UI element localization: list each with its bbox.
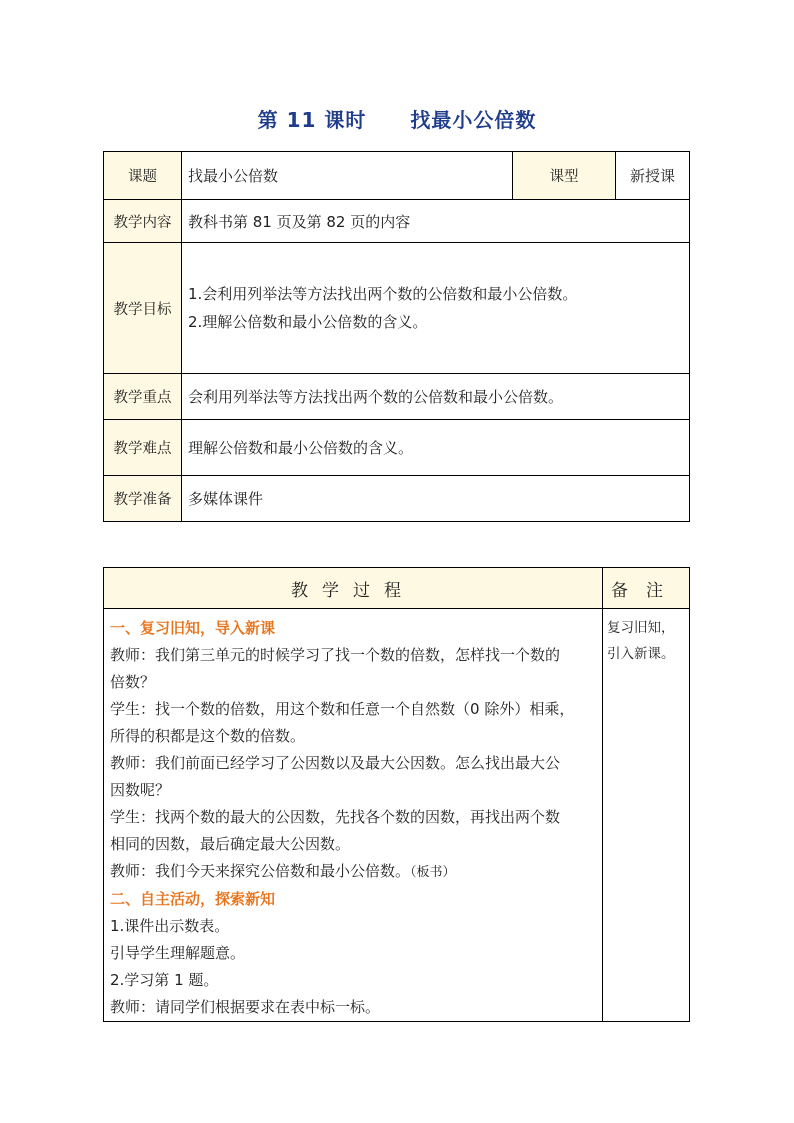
key-row — [104, 374, 690, 420]
topic-value: 找最小公倍数 — [182, 152, 513, 200]
goal-value — [182, 243, 690, 374]
difficulty-value: 理解公倍数和最小公倍数的含义。 — [182, 420, 690, 476]
key-value: 会利用列举法等方法找出两个数的公倍数和最小公倍数。 — [182, 374, 690, 420]
process-line: 引导学生理解题意。 — [110, 944, 246, 962]
lesson-topic: 找最小公倍数 — [410, 108, 537, 132]
process-line: 教师：我们第三单元的时候学习了找一个数的倍数，怎样找一个数的 — [110, 646, 561, 664]
process-line: 2.学习第 1 题。 — [110, 971, 219, 989]
page-title — [0, 104, 794, 133]
process-line: 学生：找两个数的最大的公因数，先找各个数的因数，再找出两个数 — [110, 808, 561, 826]
process-line-text: 教师：我们今天来探究公倍数和最小公倍数。 — [110, 862, 411, 880]
note-line: 复习旧知， — [607, 620, 675, 636]
process-line: 学生：找一个数的倍数，用这个数和任意一个自然数（0 除外）相乘， — [110, 700, 575, 718]
topic-row — [104, 152, 690, 200]
process-content — [104, 609, 603, 1022]
process-line: 相同的因数，最后确定最大公因数。 — [110, 835, 351, 853]
lesson-info-table — [103, 151, 690, 522]
process-body-row — [104, 609, 690, 1022]
teaching-process-table — [103, 567, 690, 1022]
type-value: 新授课 — [616, 152, 690, 200]
prep-label: 教学准备 — [104, 476, 182, 522]
goal-line: 1.会利用列举法等方法找出两个数的公倍数和最小公倍数。 — [188, 285, 578, 303]
process-line — [110, 858, 596, 886]
goal-row — [104, 243, 690, 374]
content-label: 教学内容 — [104, 200, 182, 243]
process-line: 所得的积都是这个数的倍数。 — [110, 727, 306, 745]
content-value: 教科书第 81 页及第 82 页的内容 — [182, 200, 690, 243]
process-header-row — [104, 568, 690, 609]
process-line: 1.课件出示数表。 — [110, 917, 230, 935]
note-line: 引入新课。 — [607, 646, 675, 662]
section-heading: 二、自主活动，探索新知 — [110, 890, 276, 908]
process-line: 教师：我们前面已经学习了公因数以及最大公因数。怎么找出最大公 — [110, 754, 561, 772]
content-row — [104, 200, 690, 243]
prep-value: 多媒体课件 — [182, 476, 690, 522]
process-header: 教学过程 — [104, 568, 603, 609]
prep-row — [104, 476, 690, 522]
section-heading: 一、复习旧知，导入新课 — [110, 619, 276, 637]
process-line: 倍数？ — [110, 673, 156, 691]
type-label: 课型 — [513, 152, 616, 200]
board-note: （板书） — [410, 865, 456, 880]
key-label: 教学重点 — [104, 374, 182, 420]
difficulty-row — [104, 420, 690, 476]
topic-label: 课题 — [104, 152, 182, 200]
goal-line: 2.理解公倍数和最小公倍数的含义。 — [188, 313, 428, 331]
lesson-number: 第 11 课时 — [257, 108, 367, 132]
process-line: 因数呢？ — [110, 781, 171, 799]
goal-label: 教学目标 — [104, 243, 182, 374]
note-header: 备注 — [603, 568, 690, 609]
process-notes — [603, 609, 690, 1022]
difficulty-label: 教学难点 — [104, 420, 182, 476]
process-line: 教师：请同学们根据要求在表中标一标。 — [110, 998, 381, 1016]
